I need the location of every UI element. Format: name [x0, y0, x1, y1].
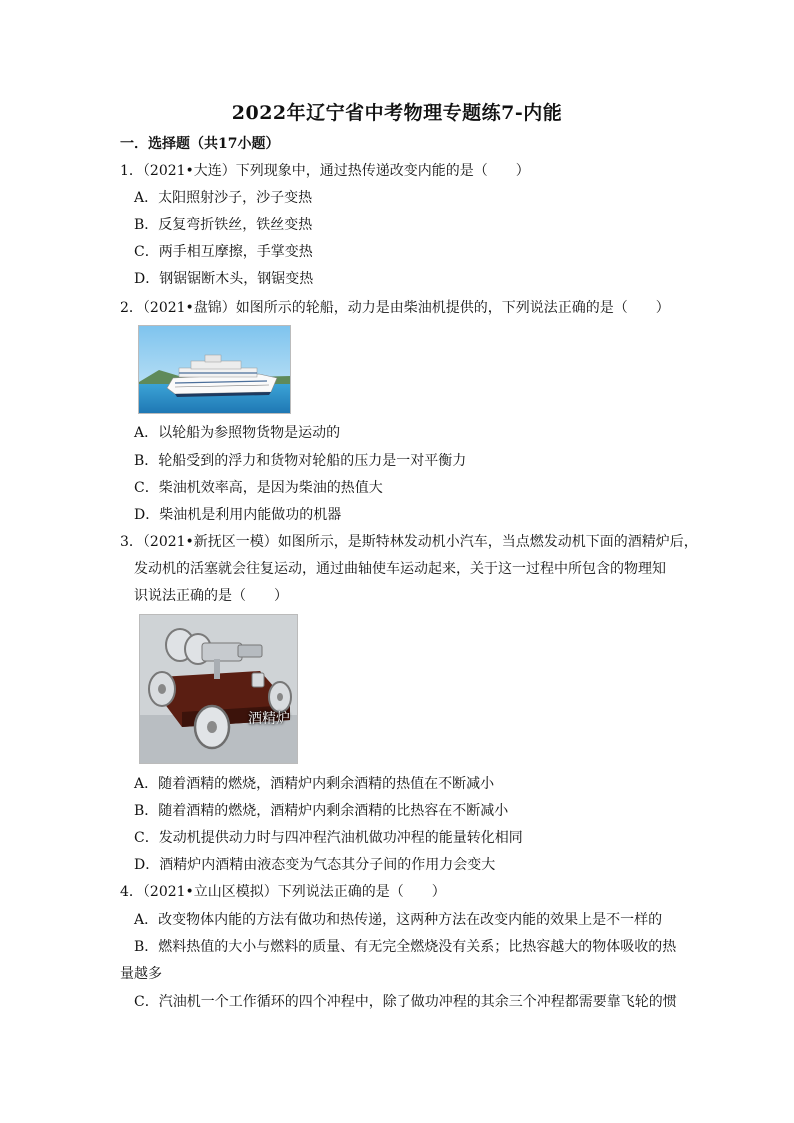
question-3-stem-line-1: 3．（2021•新抚区一模）如图所示，是斯特林发动机小汽车，当点燃发动机下面的酒精炉后，	[120, 534, 698, 550]
question-1-option-a: A．太阳照射沙子，沙子变热	[134, 190, 313, 206]
cruise-ship-image	[138, 325, 291, 414]
question-4-option-c: C．汽油机一个工作循环的四个冲程中，除了做功冲程的其余三个冲程都需要靠飞轮的惯	[134, 994, 677, 1010]
alcohol-burner-image-label: 酒精炉	[248, 711, 290, 727]
question-1-option-d: D．钢锯锯断木头，钢锯变热	[134, 271, 314, 287]
question-3-option-c: C．发动机提供动力时与四冲程汽油机做功冲程的能量转化相同	[134, 830, 523, 846]
question-4-option-b-line-2: 量越多	[120, 966, 162, 982]
section-heading: 一．选择题（共17小题）	[120, 136, 280, 152]
document-title: 2022年辽宁省中考物理专题练7-内能	[231, 102, 563, 124]
question-1-option-c: C．两手相互摩擦，手掌变热	[134, 244, 313, 260]
question-1-stem: 1．（2021•大连）下列现象中，通过热传递改变内能的是（ ）	[120, 163, 530, 179]
question-2-option-d: D．柴油机是利用内能做功的机器	[134, 507, 342, 523]
question-1-option-b: B．反复弯折铁丝，铁丝变热	[134, 217, 313, 233]
question-3-option-d: D．酒精炉内酒精由液态变为气态其分子间的作用力会变大	[134, 857, 496, 873]
question-3-option-a: A．随着酒精的燃烧，酒精炉内剩余酒精的热值在不断减小	[134, 776, 495, 792]
question-4-option-b-line-1: B．燃料热值的大小与燃料的质量、有无完全燃烧没有关系；比热容越大的物体吸收的热	[134, 939, 677, 955]
cruise-ship-illustration	[139, 326, 290, 413]
question-4-stem: 4．（2021•立山区模拟）下列说法正确的是（ ）	[120, 884, 446, 900]
question-2-option-a: A．以轮船为参照物货物是运动的	[134, 425, 341, 441]
question-3-stem-line-2: 发动机的活塞就会往复运动，通过曲轴使车运动起来，关于这一过程中所包含的物理知	[134, 561, 666, 577]
stirling-engine-car-image	[139, 614, 298, 764]
question-3-stem-line-3: 识说法正确的是（ ）	[134, 588, 288, 604]
question-4-option-a: A．改变物体内能的方法有做功和热传递，这两种方法在改变内能的效果上是不一样的	[134, 912, 663, 928]
stirling-engine-car-illustration	[140, 615, 297, 763]
question-3-option-b: B．随着酒精的燃烧，酒精炉内剩余酒精的比热容在不断减小	[134, 803, 509, 819]
question-2-option-b: B．轮船受到的浮力和货物对轮船的压力是一对平衡力	[134, 453, 467, 469]
question-2-option-c: C．柴油机效率高，是因为柴油的热值大	[134, 480, 383, 496]
question-2-stem: 2．（2021•盘锦）如图所示的轮船，动力是由柴油机提供的，下列说法正确的是（ ）	[120, 300, 670, 316]
